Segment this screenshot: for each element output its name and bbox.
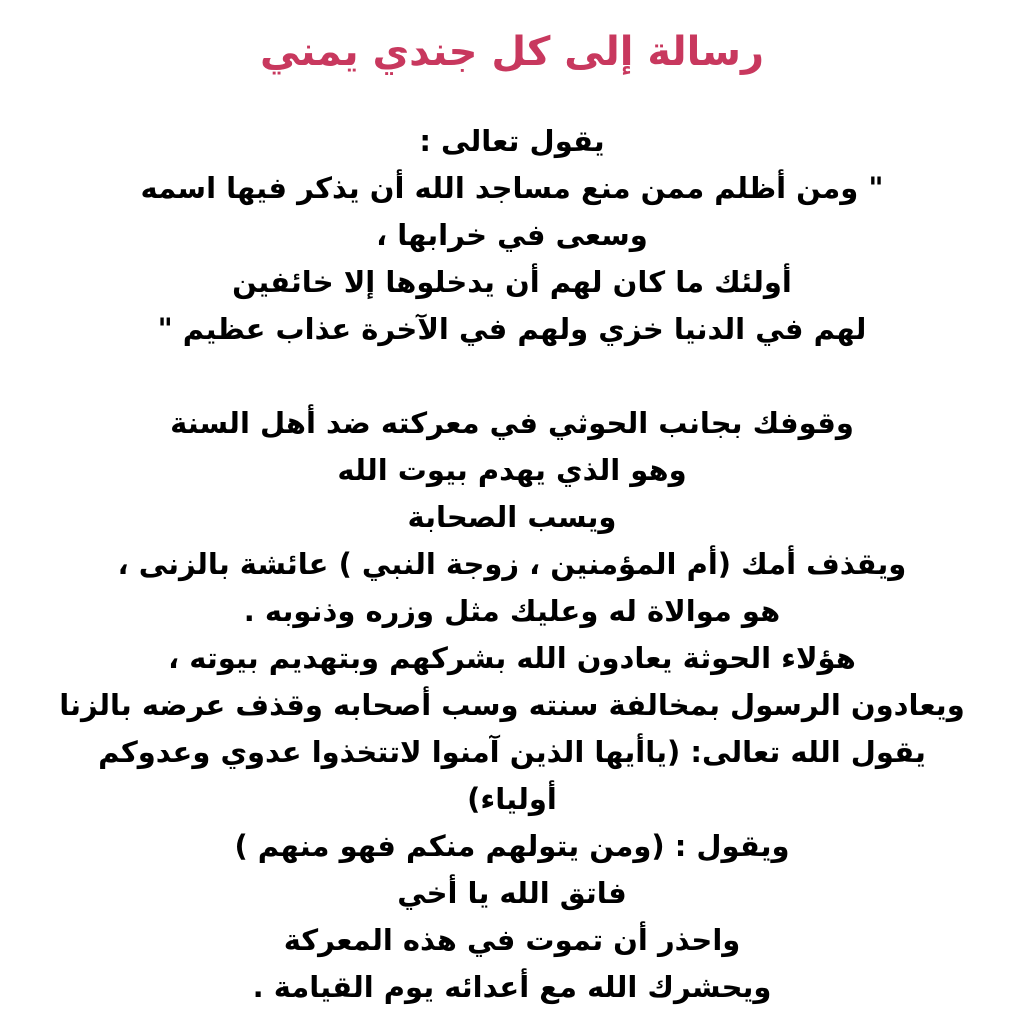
text-line: أولئك ما كان لهم أن يدخلوها إلا خائفين	[232, 265, 792, 299]
text-line: أولياء)	[467, 782, 557, 816]
text-line: واحذر أن تموت في هذه المعركة	[283, 923, 741, 957]
text-line: ويحشرك الله مع أعدائه يوم القيامة .	[252, 970, 772, 1004]
text-line: هو موالاة له وعليك مثل وزره وذنوبه .	[243, 594, 781, 628]
text-line: " ومن أظلم ممن منع مساجد الله أن يذكر فيها اسمه	[140, 171, 884, 205]
text-line: وهو الذي يهدم بيوت الله	[337, 453, 687, 487]
text-line: ويقذف أمك (أم المؤمنين ، زوجة النبي ) عائشة بالزنى ،	[117, 547, 907, 581]
text-line: ويقول : (ومن يتولهم منكم فهو منهم )	[234, 829, 790, 863]
text-line: وقوفك بجانب الحوثي في معركته ضد أهل السنة	[170, 406, 854, 440]
page-title: رسالة إلى كل جندي يمني	[259, 29, 765, 75]
text-line: يقول تعالى :	[419, 124, 605, 158]
text-line: وسعى في خرابها ،	[376, 218, 648, 252]
text-line: ويعادون الرسول بمخالفة سنته وسب أصحابه وقذف عرضه بالزنا	[59, 688, 965, 722]
text-line: يقول الله تعالى: (ياأيها الذين آمنوا لاتتخذوا عدوي وعدوكم	[98, 735, 926, 769]
text-line: فاتق الله يا أخي	[397, 876, 627, 910]
text-line: لهم في الدنيا خزي ولهم في الآخرة عذاب عظيم "	[157, 312, 867, 346]
text-line: ويسب الصحابة	[407, 500, 617, 534]
message-body	[0, 118, 1024, 1011]
blank-line	[0, 353, 1024, 400]
text-line: هؤلاء الحوثة يعادون الله بشركهم وبتهديم بيوته ،	[168, 641, 856, 675]
